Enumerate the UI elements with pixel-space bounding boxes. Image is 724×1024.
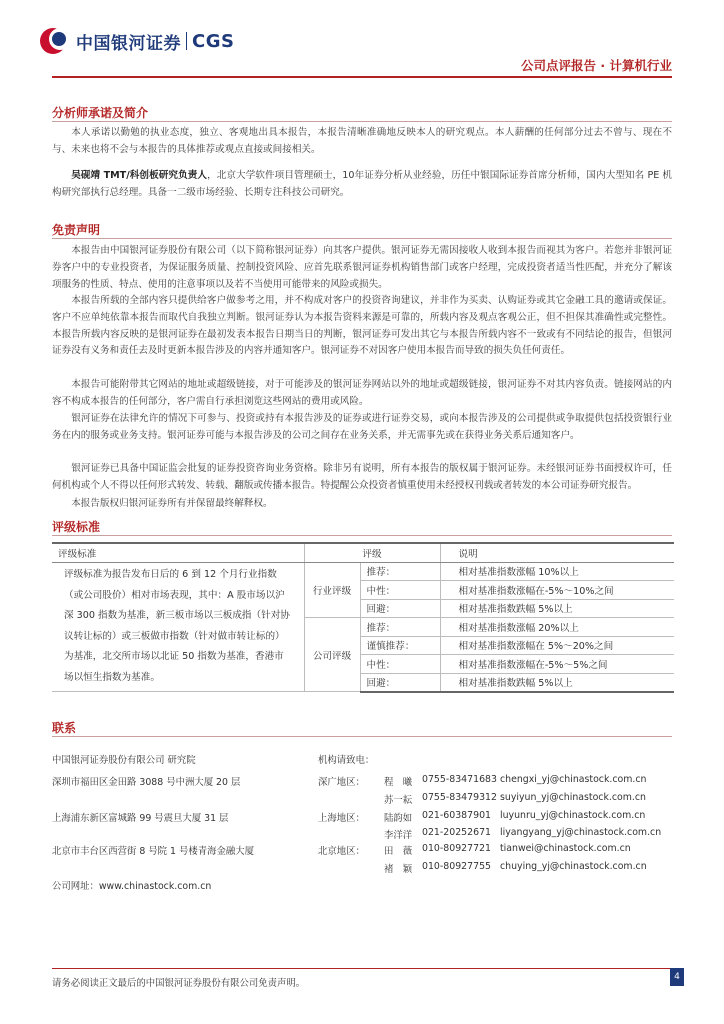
footer-notice: 请务必阅读正文最后的中国银河证券股份有限公司免责声明。: [52, 978, 306, 989]
rating-level: 中性：: [360, 581, 440, 600]
rating-desc: 相对基准指数涨幅 10%以上: [440, 562, 674, 581]
contact-name: 陆韵如: [384, 813, 413, 824]
company-name: 中国银河证券股份有限公司 研究院: [52, 755, 196, 766]
rating-desc: 相对基准指数涨幅在-5%～5%之间: [440, 655, 674, 674]
contact-phone: 010-80927755: [422, 861, 491, 872]
institutional-label: 机构请致电：: [318, 755, 375, 766]
footer-divider: [52, 968, 672, 969]
disclaimer-para-2: 本报告所载的全部内容只提供给客户做参考之用，并不构成对客户的投资咨询建议，并非作为买卖、认购证券或其它金融工具的邀请或保证。客户不应单纯依靠本报告而取代自我独立判断。银河证券认为本报告资料来源是可靠的，所载内容及观点客观公正，但不担保其准确性或完整性。本报告所载内容反映的是银河证券在最初发表本报告日期当日的判断，银河证券可发出其它与本报告所载内容不一致或有不同结论的报告，但银河证券没有义务和责任去及时更新本报告涉及的内容并通知客户。银河证券不对因客户使用本报告而导致的损失负任何责任。: [52, 295, 672, 357]
disclaimer-section-title: 免责声明: [52, 223, 101, 237]
rating-level: 中性：: [360, 655, 440, 674]
office-region: 上海地区：: [318, 813, 365, 824]
office-region: 北京地区：: [318, 846, 365, 857]
rating-level: 推荐：: [360, 562, 440, 581]
rating-head-desc: 说明: [440, 543, 674, 562]
rating-table: [52, 542, 674, 693]
disclaimer-section-divider: [52, 238, 672, 239]
contact-email[interactable]: suyiyun_yj@chinastock.com.cn: [500, 792, 646, 803]
analyst-name: 吴砚靖 TMT/科创板研究负责人: [71, 170, 208, 181]
contact-phone: 021-20252671: [422, 827, 491, 838]
contact-phone: 0755-83471683: [422, 774, 497, 785]
brand-logo: [40, 26, 234, 56]
analyst-bio-text: ，北京大学软件项目管理硕士，10年证券分析从业经验，历任中银国际证券首席分析师，国内大型知名 PE 机构研究部执行总经理。具备一二级市场经验、长期专注科技公司研究。: [52, 170, 673, 198]
contact-name: 褚 颖: [384, 864, 413, 875]
rating-section-divider: [52, 535, 672, 536]
company-rating-label: 公司评级: [304, 618, 360, 692]
rating-level: 谨慎推荐：: [360, 636, 440, 655]
page-number: 4: [670, 968, 684, 986]
contact-phone: 010-80927721: [422, 843, 491, 854]
disclaimer-para-4: 银河证券在法律允许的情况下可参与、投资或持有本报告涉及的证券或进行证券交易，或向本报告涉及的公司提供或争取提供包括投资银行业务在内的服务或业务支持。银河证券可能与本报告涉及的公司之间存在业务关系，并无需事先或在获得业务关系后通知客户。: [52, 413, 672, 441]
rating-desc: 相对基准指数跌幅 5%以上: [440, 599, 674, 618]
disclaimer-para-1: 本报告由中国银河证券股份有限公司（以下简称银河证券）向其客户提供。银河证券无需因接收人收到本报告而视其为客户。若您并非银河证券客户中的专业投资者，为保证服务质量、控制投资风险、应首先联系银河证券机构销售部门或客户经理，完成投资者适当性匹配，并充分了解该项服务的性质、特点、使用的注意事项以及若不当使用可能带来的风险或损失。: [52, 245, 672, 290]
contact-email[interactable]: liyangyang_yj@chinastock.com.cn: [500, 827, 662, 838]
contact-name: 田 薇: [384, 846, 413, 857]
analyst-section-divider: [52, 121, 672, 122]
contact-section-divider: [52, 736, 672, 737]
rating-desc: 相对基准指数跌幅 5%以上: [440, 673, 674, 692]
logo-icon: [40, 26, 70, 56]
disclaimer-para-3: 本报告可能附带其它网站的地址或超级链接，对于可能涉及的银河证券网站以外的地址或超级链接，银河证券不对其内容负责。链接网站的内容不构成本报告的任何部分，客户需自行承担浏览这些网站的费用或风险。: [52, 379, 672, 407]
contact-name: 李洋洋: [384, 830, 413, 841]
rating-desc: 相对基准指数涨幅在 5%～20%之间: [440, 636, 674, 655]
office-address: 北京市丰台区西营街 8 号院 1 号楼青海金融大厦: [52, 846, 254, 857]
disclaimer-para-6: 本报告版权归银河证券所有并保留最终解释权。: [71, 498, 273, 509]
contact-email[interactable]: luyunru_yj@chinastock.com.cn: [500, 810, 646, 821]
company-website[interactable]: 公司网址：www.chinastock.com.cn: [52, 881, 212, 892]
contact-section-title: 联系: [52, 721, 77, 735]
logo-divider: [186, 32, 187, 50]
rating-desc: 相对基准指数涨幅在-5%～10%之间: [440, 581, 674, 600]
header-divider: [52, 76, 672, 78]
contact-name: 苏一耘: [384, 795, 413, 806]
disclaimer-para-5: 银河证券已具备中国证监会批复的证券投资咨询业务资格。除非另有说明，所有本报告的版权属于银河证券。未经银河证券书面授权许可，任何机构或个人不得以任何形式转发、转载、翻版或传播本报告。特提醒公众投资者慎重使用未经授权刊载或者转发的本公司证券研究报告。: [52, 463, 672, 491]
analyst-bio: [52, 168, 672, 202]
office-address: 深圳市福田区金田路 3088 号中洲大厦 20 层: [52, 777, 241, 788]
rating-level: 推荐：: [360, 618, 440, 637]
contact-phone: 0755-83479312: [422, 792, 497, 803]
office-address: 上海浦东新区富城路 99 号震旦大厦 31 层: [52, 813, 229, 824]
logo-name-en: CGS: [192, 30, 235, 52]
logo-name-cn: 中国银河证券: [76, 33, 181, 54]
industry-rating-label: 行业评级: [304, 562, 360, 618]
contact-email[interactable]: chengxi_yj@chinastock.com.cn: [500, 774, 647, 785]
report-type: 公司点评报告 · 计算机行业: [521, 58, 672, 73]
contact-phone: 021-60387901: [422, 810, 491, 821]
rating-standard-text: 评级标准为报告发布日后的 6 到 12 个月行业指数（或公司股价）相对市场表现，其中：A 股市场以沪深 300 指数为基准，新三板市场以三板成指（针对协议转让标的）或三板做市指数（针对做市转让标的）为基准，北交所市场以北证 50 指数为基准，香港市场以恒生指数为基准。: [52, 562, 304, 692]
contact-email[interactable]: tianwei@chinastock.com.cn: [500, 843, 631, 854]
rating-table-header: [52, 543, 674, 562]
rating-section-title: 评级标准: [52, 520, 101, 534]
analyst-section-title: 分析师承诺及简介: [52, 106, 149, 120]
rating-head-level: 评级: [304, 543, 440, 562]
table-row: [52, 562, 674, 581]
rating-level: 回避：: [360, 673, 440, 692]
contact-name: 程 曦: [384, 777, 413, 788]
rating-desc: 相对基准指数涨幅 20%以上: [440, 618, 674, 637]
analyst-commitment: 本人承诺以勤勉的执业态度，独立、客观地出具本报告，本报告清晰准确地反映本人的研究观点。本人薪酬的任何部分过去不曾与、现在不与、未来也将不会与本报告的具体推荐或观点直接或间接相关。: [52, 127, 672, 155]
rating-head-standard: 评级标准: [52, 543, 304, 562]
contact-email[interactable]: chuying_yj@chinastock.com.cn: [500, 861, 647, 872]
office-region: 深广地区：: [318, 777, 365, 788]
rating-level: 回避：: [360, 599, 440, 618]
